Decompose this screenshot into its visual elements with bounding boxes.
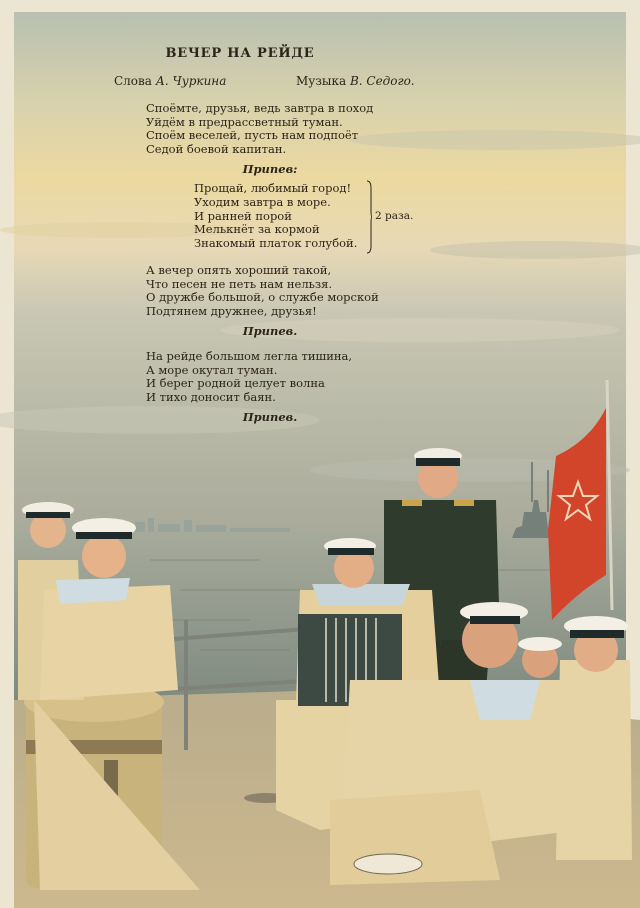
verse-line: Что песен не петь нам нельзя. (146, 276, 333, 291)
verse-line: Подтянем дружнее, друзья! (146, 303, 317, 318)
verse-line: И берег родной целует волна (146, 376, 325, 391)
verse-2 (146, 264, 379, 318)
verse-line: А море окутал туман. (146, 362, 278, 377)
chorus-line: И ранней порой (194, 208, 292, 223)
chorus-repeat: 2 раза. (375, 210, 414, 222)
chorus-line: Знакомый платок голубой. (194, 236, 358, 251)
chorus-line: Мелькнёт за кормой (194, 222, 320, 237)
verse-line: Споём веселей, пусть нам подпоёт (146, 128, 359, 143)
verse-line: Споёмте, друзья, ведь завтра в поход (146, 101, 374, 115)
lyricist-prefix: Слова (114, 74, 152, 88)
chorus-line: Уходим завтра в море. (194, 194, 331, 209)
chorus-line: Прощай, любимый город! (194, 181, 352, 195)
composer-prefix: Музыка (296, 74, 347, 88)
chorus-heading: Припев: (242, 162, 298, 176)
chorus (194, 182, 357, 251)
composer-credit (296, 74, 415, 88)
verse-line: О дружбе большой, о службе морской (146, 290, 379, 305)
verse-line: Уйдём в предрассветный туман. (146, 114, 343, 129)
verse-3 (146, 350, 352, 404)
verse-line: На рейде большом легла тишина, (146, 349, 353, 363)
composer-name: В. Седого. (349, 74, 415, 88)
chorus-reference: Припев. (242, 410, 298, 424)
repeat-brace (366, 180, 372, 254)
verse-line: Седой боевой капитан. (146, 141, 287, 156)
song-title: ВЕЧЕР НА РЕЙДЕ (165, 46, 315, 61)
verse-1 (146, 102, 373, 156)
chorus-reference: Припев. (242, 324, 298, 338)
lyricist-credit (114, 74, 226, 88)
verse-line: И тихо доносит баян. (146, 389, 276, 404)
lyricist-name: А. Чуркина (155, 74, 227, 88)
verse-line: А вечер опять хороший такой, (146, 263, 332, 277)
